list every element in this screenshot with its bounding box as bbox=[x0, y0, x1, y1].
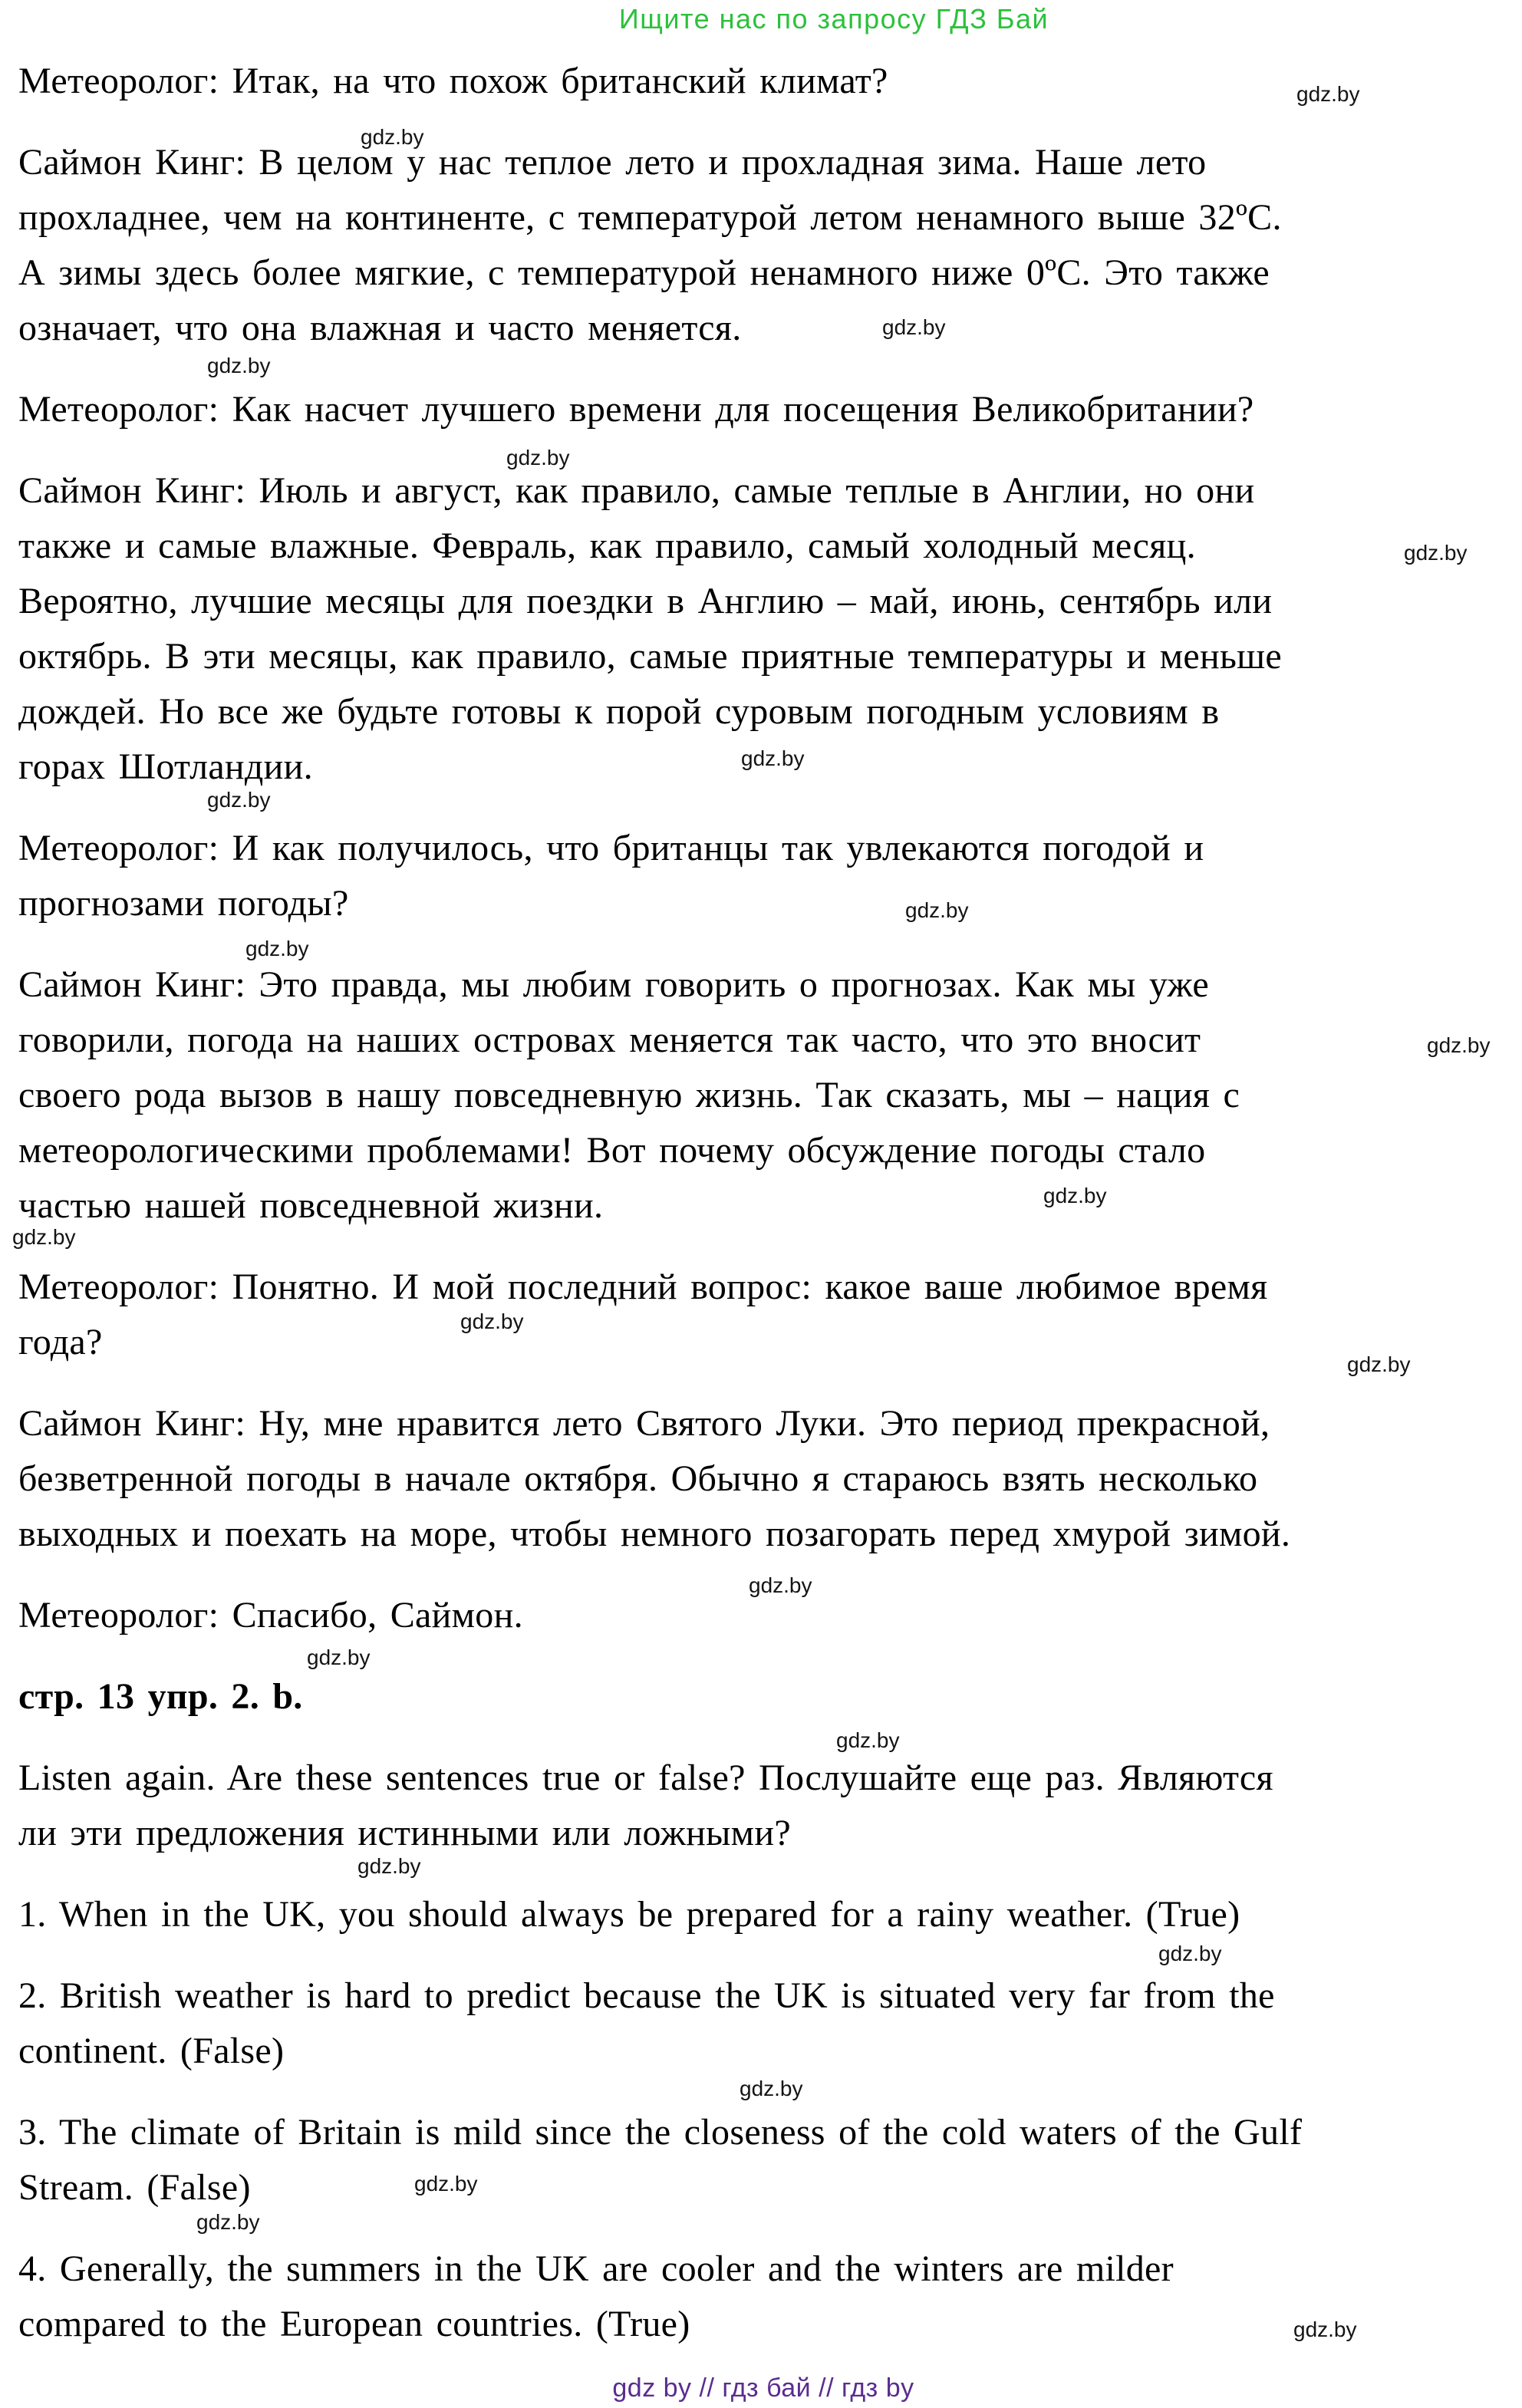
text-line: Вероятно, лучшие месяцы для поездки в Англию – май, июнь, сентябрь или bbox=[18, 581, 1273, 621]
text-line: также и самые влажные. Февраль, как правило, самый холодный месяц. bbox=[18, 525, 1196, 566]
dialogue-meteorologist-2 bbox=[18, 382, 1522, 437]
text-line: 1. When in the UK, you should always be prepared for a rainy weather. (True) bbox=[18, 1894, 1240, 1935]
gdzby-watermark: gdz.by bbox=[836, 1728, 900, 1752]
text-line: Саймон Кинг: Ну, мне нравится лето Святого Луки. Это период прекрасной, bbox=[18, 1403, 1270, 1444]
gdzby-watermark: gdz.by bbox=[357, 1854, 421, 1878]
gdzby-watermark: gdz.by bbox=[1043, 1184, 1107, 1207]
gdzby-watermark: gdz.by bbox=[1296, 82, 1360, 106]
text-line: метеорологическими проблемами! Вот почему обсуждение погоды стало bbox=[18, 1130, 1206, 1171]
text-line: Метеоролог: Понятно. И мой последний вопрос: какое ваше любимое время bbox=[18, 1267, 1268, 1307]
gdzby-watermark: gdz.by bbox=[196, 2210, 260, 2234]
gdzby-watermark: gdz.by bbox=[460, 1309, 524, 1333]
answer-1 bbox=[18, 1887, 1522, 1942]
gdzby-watermark: gdz.by bbox=[207, 788, 271, 812]
dialogue-simon-1 bbox=[18, 135, 1522, 356]
gdzby-watermark: gdz.by bbox=[1158, 1942, 1222, 1965]
text-line: дождей. Но все же будьте готовы к порой суровым погодным условиям в bbox=[18, 691, 1220, 732]
gdzby-watermark: gdz.by bbox=[905, 898, 969, 922]
text-line: выходных и поехать на море, чтобы немного позагорать перед хмурой зимой. bbox=[18, 1514, 1291, 1554]
gdzby-watermark: gdz.by bbox=[12, 1225, 76, 1249]
dialogue-simon-3 bbox=[18, 957, 1522, 1234]
text-line: стр. 13 упр. 2. b. bbox=[18, 1676, 303, 1717]
text-line: continent. (False) bbox=[18, 2031, 285, 2071]
text-line: говорили, погода на наших островах меняется так часто, что это вносит bbox=[18, 1020, 1201, 1060]
text-line: своего рода вызов в нашу повседневную жизнь. Так сказать, мы – нация с bbox=[18, 1075, 1240, 1115]
gdzby-watermark: gdz.by bbox=[361, 125, 424, 149]
gdzby-watermark: gdz.by bbox=[307, 1645, 371, 1669]
text-line: 2. British weather is hard to predict because the UK is situated very far from the bbox=[18, 1975, 1275, 2016]
promo-header-text: Ищите нас по запросу ГДЗ Бай bbox=[618, 3, 1049, 35]
text-line: Саймон Кинг: Это правда, мы любим говорить о прогнозах. Как мы уже bbox=[18, 964, 1209, 1005]
gdzby-watermark: gdz.by bbox=[414, 2172, 478, 2196]
text-line: 3. The climate of Britain is mild since the closeness of the cold waters of the Gulf bbox=[18, 2112, 1303, 2153]
text-line: А зимы здесь более мягкие, с температурой ненамного ниже 0ºC. Это также bbox=[18, 252, 1270, 293]
text-line: ли эти предложения истинными или ложными? bbox=[18, 1813, 791, 1853]
text-line: Метеоролог: Спасибо, Саймон. bbox=[18, 1595, 523, 1636]
text-line: Метеоролог: Итак, на что похож британский климат? bbox=[18, 61, 888, 101]
content bbox=[18, 54, 1522, 2378]
dialogue-simon-4 bbox=[18, 1396, 1522, 1562]
text-line: прогнозами погоды? bbox=[18, 883, 349, 924]
text-line: горах Шотландии. bbox=[18, 746, 313, 787]
dialogue-meteorologist-3 bbox=[18, 821, 1522, 931]
text-line: 4. Generally, the summers in the UK are cooler and the winters are milder bbox=[18, 2248, 1174, 2289]
dialogue-meteorologist-4 bbox=[18, 1260, 1522, 1370]
text-line: октябрь. В эти месяцы, как правило, самые приятные температуры и меньше bbox=[18, 636, 1283, 677]
text-line: Саймон Кинг: Июль и август, как правило, самые теплые в Англии, но они bbox=[18, 470, 1255, 511]
gdzby-watermark: gdz.by bbox=[882, 315, 946, 339]
text-line: частью нашей повседневной жизни. bbox=[18, 1185, 604, 1226]
answer-3 bbox=[18, 2105, 1522, 2215]
text-line: года? bbox=[18, 1322, 103, 1362]
gdzby-watermark: gdz.by bbox=[1347, 1352, 1411, 1376]
task-instruction bbox=[18, 1751, 1522, 1861]
text-line: прохладнее, чем на континенте, с температурой летом ненамного выше 32ºC. bbox=[18, 197, 1282, 238]
gdzby-watermark: gdz.by bbox=[740, 2077, 803, 2100]
gdzby-watermark: gdz.by bbox=[1293, 2317, 1357, 2341]
gdzby-watermark: gdz.by bbox=[245, 937, 309, 960]
dialogue-simon-2 bbox=[18, 463, 1522, 795]
gdzby-watermark: gdz.by bbox=[1404, 541, 1468, 565]
gdzby-watermark: gdz.by bbox=[741, 746, 805, 770]
text-line: Listen again. Are these sentences true or false? Послушайте еще раз. Являются bbox=[18, 1757, 1273, 1798]
gdzby-watermark: gdz.by bbox=[1427, 1033, 1491, 1057]
text-line: Метеоролог: И как получилось, что британцы так увлекаются погодой и bbox=[18, 828, 1204, 868]
text-line: compared to the European countries. (True) bbox=[18, 2304, 690, 2344]
text-line: Метеоролог: Как насчет лучшего времени для посещения Великобритании? bbox=[18, 389, 1254, 430]
footer-promo-links: gdz by // гдз бай // гдз by bbox=[612, 2373, 914, 2403]
exercise-heading bbox=[18, 1669, 1522, 1724]
text-line: Саймон Кинг: В целом у нас теплое лето и прохладная зима. Наше лето bbox=[18, 142, 1207, 183]
text-line: безветренной погоды в начале октября. Обычно я стараюсь взять несколько bbox=[18, 1458, 1258, 1499]
text-line: Stream. (False) bbox=[18, 2167, 251, 2208]
answer-2 bbox=[18, 1968, 1522, 2079]
text-line: означает, что она влажная и часто меняется. bbox=[18, 308, 742, 348]
gdzby-watermark: gdz.by bbox=[207, 354, 271, 377]
gdzby-watermark: gdz.by bbox=[749, 1573, 812, 1597]
gdzby-watermark: gdz.by bbox=[506, 446, 570, 469]
